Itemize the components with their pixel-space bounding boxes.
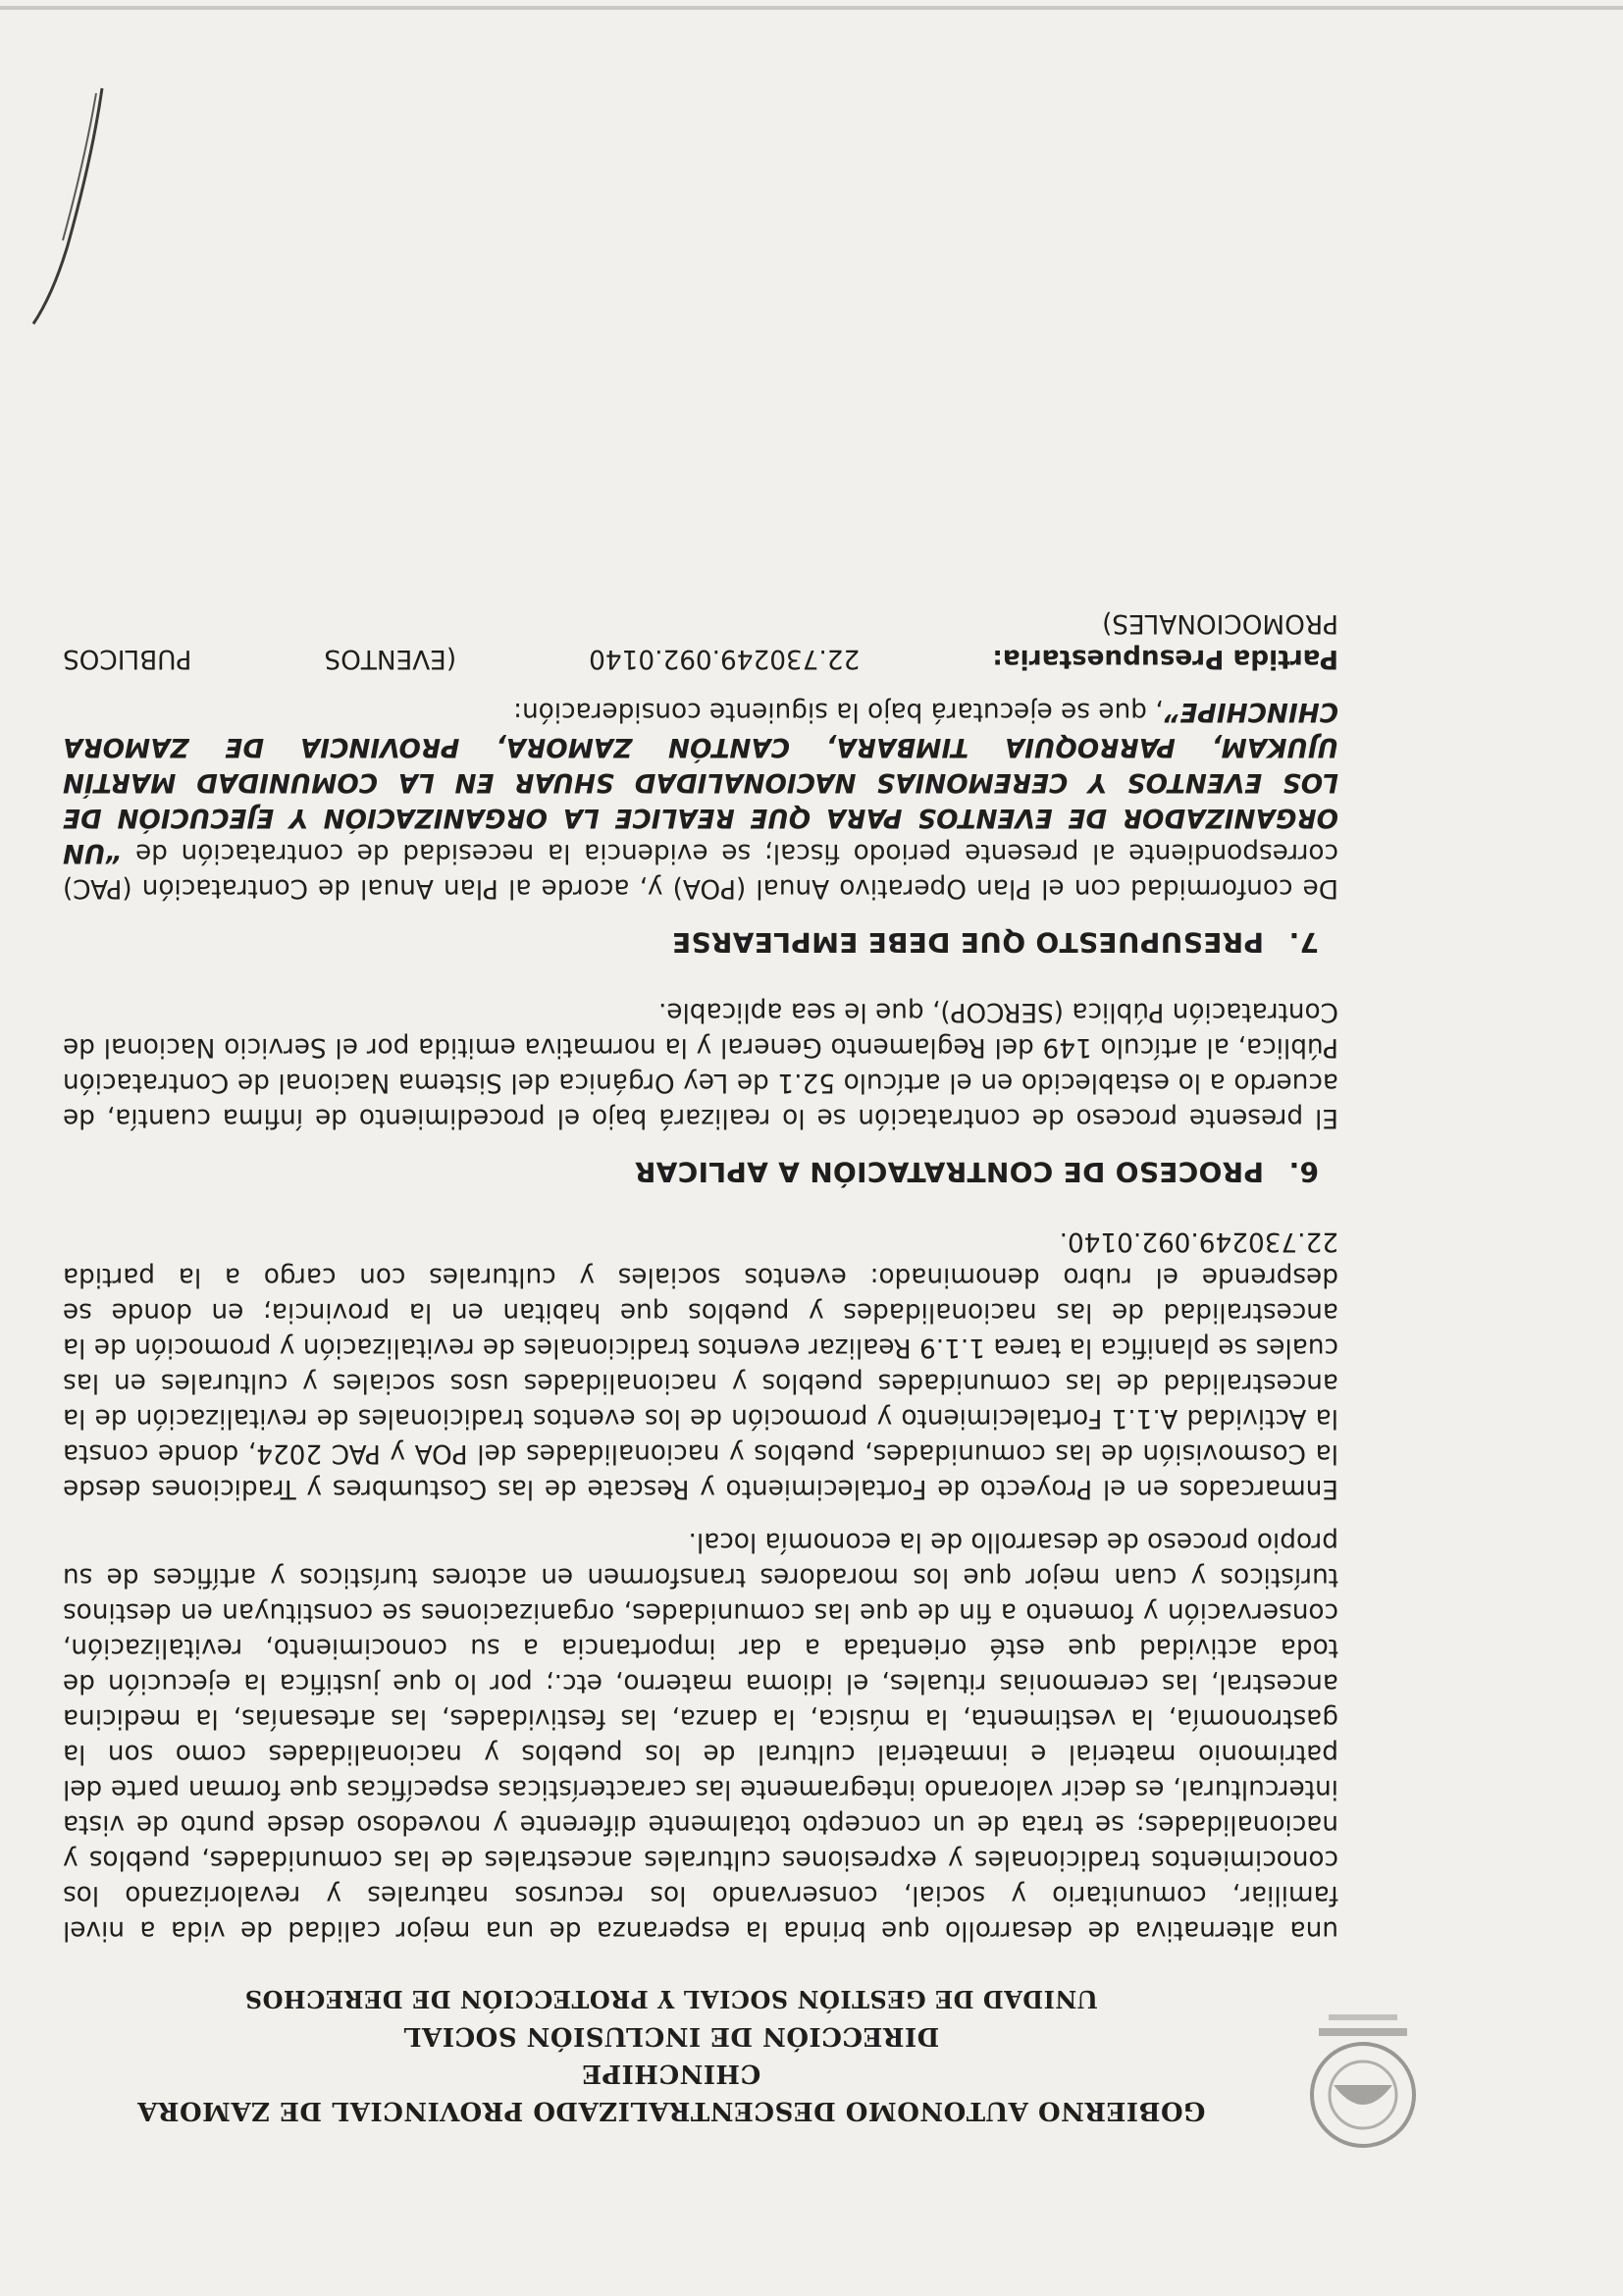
header-institution: GOBIERNO AUTONOMO DESCENTRALIZADO PROVINCIAL DE ZAMORA (136, 2096, 1206, 2125)
budget-desc-1: (EVENTOS (324, 644, 457, 673)
section-7-number: 7. (1288, 926, 1319, 959)
section-6-paragraph: El presente proceso de contratación se lo realizará bajo el procedimiento de ínfima cuantía, de acuerdo a lo establecido en el artículo 52.1 de Ley Orgánica del Sistema Nacional de Contratación Pública, al artículo 149 del Reglamento General y la normativa emitida por el Servicio Nacional de Contratación Pública (SERCOP), que le sea aplicable. (63, 997, 1338, 1132)
institution-logo-icon (1289, 1997, 1437, 2164)
section-6-title: PROCESO DE CONTRATACIÓN A APLICAR (634, 1156, 1264, 1188)
budget-line (63, 641, 1338, 676)
header-unit: UNIDAD DE GESTIÓN SOCIAL Y PROTECCIÓN DE DERECHOS (244, 1985, 1098, 2013)
intro-paragraph: una alternativa de desarrollo que brinda la esperanza de una mejor calidad de vida a nivel familiar, comunitario y social, conservando los recursos naturales y revalorizando los conocimientos tradicionales y expresiones culturales ancestrales de las comunidades, pueblos y nacionalidades; se trata de un concepto totalmente diferente y novedoso desde punto de vista intercultural, es decir valorando integramente las características específicas que forman parte del patrimonio material e inmaterial cultural de los pueblos y nacionalidades como son la gastronomía, la vestimenta, la música, la danza, las festividades, las artesanías, la medicina ancestral, las ceremonias rituales, el idioma materno, etc.; por lo que justifica la ejecución de toda actividad que esté orientada a dar importancia a su conocimiento, revitalización, conservación y fomento a fin de que las comunidades, organizaciones se constituyan en destinos turísticos y cuan mejor que los moradores transformen en actores turísticos y artífices de su propio proceso de desarrollo de la economía local. (63, 1527, 1338, 1945)
document-header (131, 1980, 1211, 2129)
section-7-text-end: , que se ejecutará bajo la siguiente consideración: (513, 697, 1164, 726)
header-direction: DIRECCIÓN DE INCLUSIÓN SOCIAL (402, 2021, 940, 2051)
budget-label: Partida Presupuestaria: (992, 644, 1338, 673)
section-6-number: 6. (1288, 1156, 1319, 1188)
section-7-contract-object: “UN ORGANIZADOR DE EVENTOS PARA QUE REALICE LA ORGANIZACIÓN Y EJECUCIÓN DE LOS EVENTOS Y CEREMONIAS NACIONALIDAD SHUAR EN LA COMUNIDAD MARTÍN UJUKAM, PARROQUIA TIMBARA, CANTÓN ZAMORA, PROVINCIA DE ZAMORA CHINCHIPE” (63, 697, 1338, 867)
section-7-text-start: De conformidad con el Plan Operativo Anual (POA) y, acorde al Plan Anual de Contratación (PAC) correspondiente al presente periodo fiscal; se evidencia la necesidad de contratación de (63, 838, 1338, 903)
budget-desc-2: PUBLICOS (63, 644, 192, 673)
pen-stroke-mark (4, 78, 161, 334)
budget-line-continuation: PROMOCIONALES) (1102, 608, 1338, 638)
section-7-heading (63, 923, 1319, 961)
header-province: CHINCHIPE (581, 2059, 761, 2088)
section-7-title: PRESUPUESTO QUE DEBE EMPLEARSE (671, 926, 1264, 959)
document-body (63, 605, 1338, 1948)
section-7-paragraph (63, 694, 1338, 906)
scan-edge-line (0, 6, 1623, 10)
project-paragraph: Enmarcados en el Proyecto de Fortalecimiento y Rescate de las Costumbres y Tradiciones desde la Cosmovisión de las comunidades, pueblos y nacionalidades del POA y PAC 2024, donde consta la Actividad A.1.1 Fortalecimiento y promoción de los eventos tradicionales de revitalización de la ancestralidad de las comunidades pueblos y nacionalidades usos sociales y culturales en las cuales se planifica la tarea 1.1.9 Realizar eventos tradicionales de revitalización y promoción de la ancestralidad de las nacionalidades y pueblos que habitan en la provincia; en donde se desprende el rubro denominado: eventos sociales y culturales con cargo a la partida 22.730249.092.0140. (63, 1226, 1338, 1503)
section-6-heading (63, 1153, 1319, 1190)
budget-code: 22.730249.092.0140 (589, 644, 861, 673)
